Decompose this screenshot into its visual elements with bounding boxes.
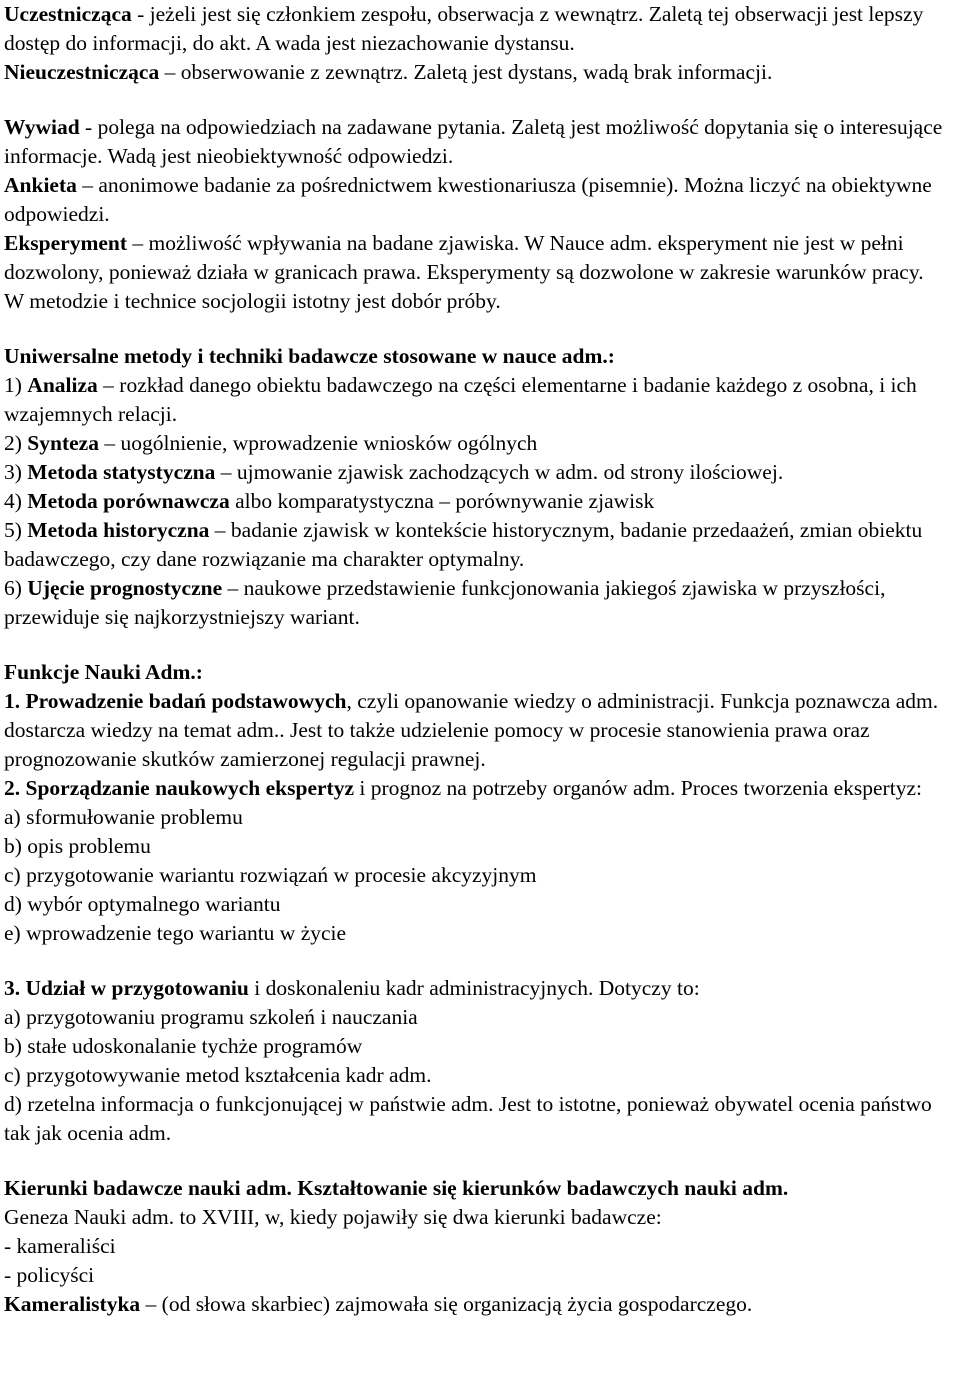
method-synteza — [4, 429, 957, 458]
method-text: – ujmowanie zjawisk zachodzących w adm. od strony ilościowej. — [215, 460, 784, 484]
function-ekspertyzy — [4, 774, 957, 803]
text-eksperyment: – możliwość wpływania na badane zjawiska. W Nauce adm. eksperyment nie jest w pełni dozwolony, ponieważ działa w granicach prawa. Eksperymenty są dozwolone w zakresie warunków pracy. — [4, 231, 924, 284]
paragraph-obserwacja-nieuczestniczaca — [4, 58, 957, 87]
function-term: 1. Prowadzenie badań podstawowych — [4, 689, 347, 713]
method-term: Analiza — [27, 373, 98, 397]
list-item: e) wprowadzenie tego wariantu w życie — [4, 921, 347, 945]
list-item: c) przygotowanie wariantu rozwiązań w procesie akcyzyjnym — [4, 863, 537, 887]
heading-kierunki-badawcze — [4, 1174, 957, 1203]
method-text: – badanie zjawisk w kontekście historycznym, badanie przedaażeń, zmian obiektu badawczego, czy dane rozwiązanie ma charakter optymalny. — [4, 518, 923, 571]
method-text: – naukowe przedstawienie funkcjonowania jakiegoś zjawiska w przyszłości, przewiduje się najkorzystniejszy wariant. — [4, 576, 886, 629]
list-item: a) przygotowaniu programu szkoleń i nauczania — [4, 1005, 418, 1029]
paragraph-kameralistyka — [4, 1290, 957, 1319]
text-uczestniczaca: - jeżeli jest się członkiem zespołu, obserwacja z wewnątrz. Zaletą tej obserwacji jest lepszy dostęp do informacji, do akt. A wada jest niezachowanie dystansu. — [4, 2, 924, 55]
heading-uniwersalne-metody — [4, 342, 957, 371]
paragraph-dobor-proby: W metodzie i technice socjologii istotny jest dobór próby. — [4, 289, 501, 313]
method-term: Metoda porównawcza — [27, 489, 230, 513]
paragraph-wywiad — [4, 113, 957, 171]
paragraph-obserwacja-uczestniczaca — [4, 0, 957, 58]
term-nieuczestniczaca: Nieuczestnicząca — [4, 60, 160, 84]
list-item: b) opis problemu — [4, 834, 151, 858]
text-ankieta: – anonimowe badanie za pośrednictwem kwestionariusza (pisemnie). Można liczyć na obiektywne odpowiedzi. — [4, 173, 932, 226]
method-term: Metoda statystyczna — [27, 460, 216, 484]
function-term: 2. Sporządzanie naukowych ekspertyz — [4, 776, 354, 800]
method-number: 1) — [4, 373, 28, 397]
method-term: Ujęcie prognostyczne — [27, 576, 223, 600]
term-ankieta: Ankieta — [4, 173, 77, 197]
method-term: Metoda historyczna — [27, 518, 210, 542]
method-number: 6) — [4, 576, 28, 600]
method-analiza — [4, 371, 957, 429]
heading-funkcje-nauki — [4, 658, 957, 687]
term-uczestniczaca: Uczestnicząca — [4, 2, 132, 26]
term-eksperyment: Eksperyment — [4, 231, 128, 255]
heading-uniwersalne-text: Uniwersalne metody i techniki badawcze stosowane w nauce adm.: — [4, 344, 615, 368]
function-text: i prognoz na potrzeby organów adm. Proces tworzenia ekspertyz: — [353, 776, 922, 800]
text-wywiad: - polega na odpowiedziach na zadawane pytania. Zaletą jest możliwość dopytania się o interesujące informacje. Wadą jest nieobiektywność odpowiedzi. — [4, 115, 943, 168]
method-number: 4) — [4, 489, 28, 513]
method-text: albo komparatystyczna – porównywanie zjawisk — [229, 489, 655, 513]
function-kadry — [4, 974, 957, 1003]
text-nieuczestniczaca: – obserwowanie z zewnątrz. Zaletą jest dystans, wadą brak informacji. — [159, 60, 773, 84]
list-item: b) stałe udoskonalanie tychże programów — [4, 1034, 363, 1058]
list-item: - kameraliści — [4, 1234, 116, 1258]
text-kameralistyka: – (od słowa skarbiec) zajmowała się organizacją życia gospodarczego. — [140, 1292, 753, 1316]
method-porownawcza — [4, 487, 957, 516]
heading-kierunki-text: Kierunki badawcze nauki adm. Kształtowanie się kierunków badawczych nauki adm. — [4, 1176, 789, 1200]
term-kameralistyka: Kameralistyka — [4, 1292, 141, 1316]
method-historyczna — [4, 516, 957, 574]
function-badania-podstawowe — [4, 687, 957, 774]
method-number: 5) — [4, 518, 28, 542]
method-prognostyczne — [4, 574, 957, 632]
paragraph-geneza: Geneza Nauki adm. to XVIII, w, kiedy pojawiły się dwa kierunki badawcze: — [4, 1205, 662, 1229]
method-statystyczna — [4, 458, 957, 487]
method-number: 2) — [4, 431, 28, 455]
list-item: d) rzetelna informacja o funkcjonującej w państwie adm. Jest to istotne, ponieważ obywatel ocenia państwo tak jak ocenia adm. — [4, 1092, 932, 1145]
paragraph-ankieta — [4, 171, 957, 229]
function-text: i doskonaleniu kadr administracyjnych. Dotyczy to: — [248, 976, 700, 1000]
function-term: 3. Udział w przygotowaniu — [4, 976, 249, 1000]
method-number: 3) — [4, 460, 28, 484]
list-item: - policyści — [4, 1263, 95, 1287]
method-term: Synteza — [27, 431, 99, 455]
method-text: – rozkład danego obiektu badawczego na części elementarne i badanie każdego z osobna, i ich wzajemnych relacji. — [4, 373, 917, 426]
list-item: c) przygotowywanie metod kształcenia kadr adm. — [4, 1063, 432, 1087]
term-wywiad: Wywiad — [4, 115, 80, 139]
list-item: a) sformułowanie problemu — [4, 805, 243, 829]
function-text: , czyli opanowanie wiedzy o administracji. Funkcja poznawcza adm. dostarcza wiedzy na temat adm.. Jest to także udzielenie pomocy w procesie stanowienia prawa oraz prognozowanie skutków zamierzonej regulacji prawnej. — [4, 689, 939, 771]
list-item: d) wybór optymalnego wariantu — [4, 892, 281, 916]
method-text: – uogólnienie, wprowadzenie wniosków ogólnych — [98, 431, 538, 455]
heading-funkcje-text: Funkcje Nauki Adm.: — [4, 660, 203, 684]
paragraph-eksperyment — [4, 229, 957, 287]
